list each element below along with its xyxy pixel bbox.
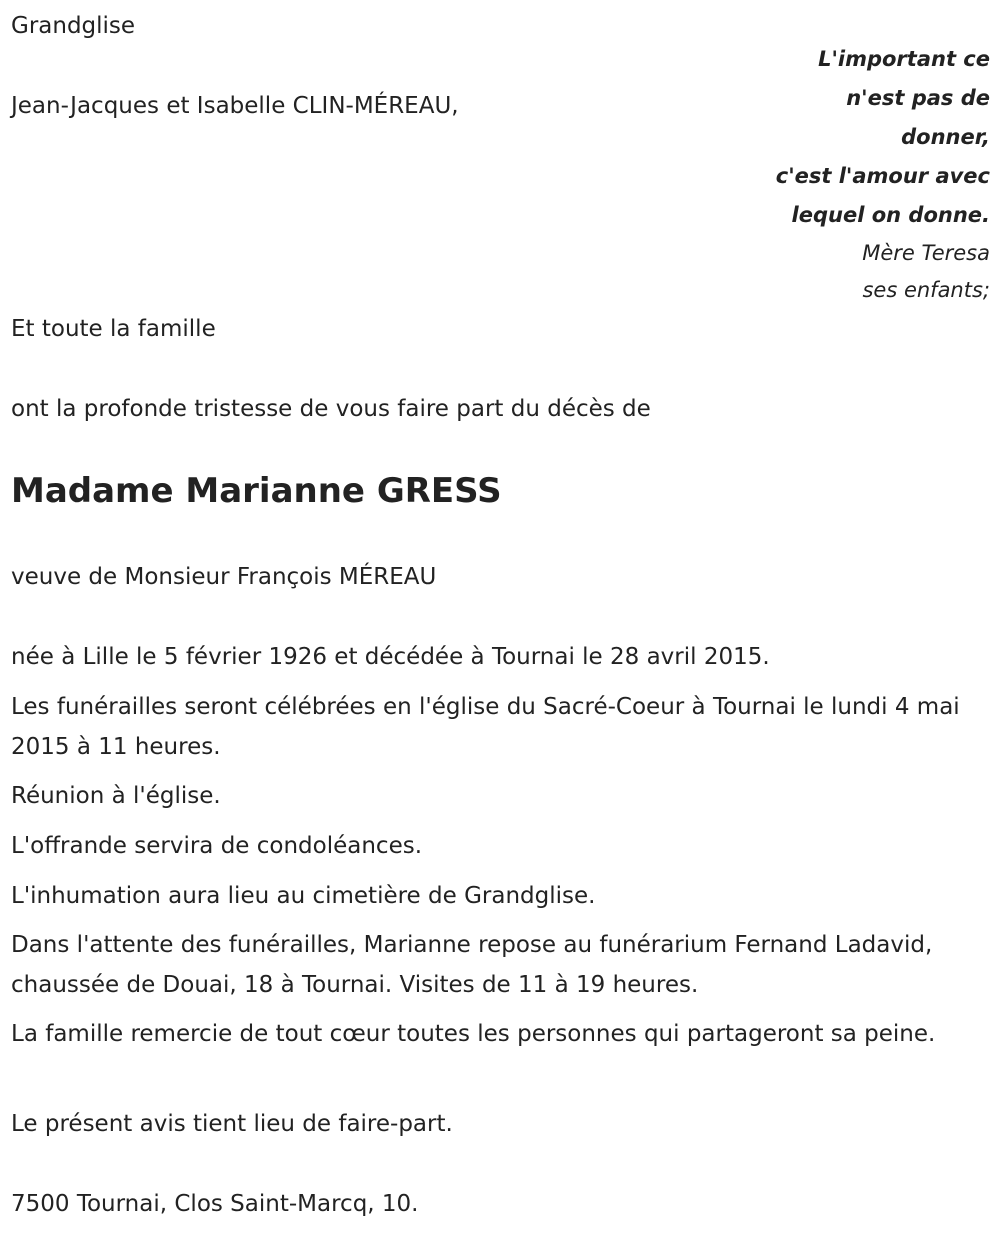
quote-line: lequel on donne. bbox=[791, 203, 990, 227]
family-line: Jean-Jacques et Isabelle CLIN-MÉREAU, bbox=[11, 93, 459, 119]
place-name: Grandglise bbox=[11, 13, 136, 39]
funeral-details: Les funérailles seront célébrées en l'église du Sacré-Coeur à Tournai le lundi 4 mai 2015 à 11 heures. bbox=[11, 694, 960, 760]
quote-line: c'est l'amour avec bbox=[775, 164, 990, 188]
quote-author: Mère Teresa bbox=[862, 241, 990, 265]
deceased-name: Madame Marianne GRESS bbox=[11, 471, 502, 511]
family-address: 7500 Tournai, Clos Saint-Marcq, 10. bbox=[11, 1191, 419, 1217]
announcement: ont la profonde tristesse de vous faire part du décès de bbox=[11, 396, 651, 422]
deceased-relation: veuve de Monsieur François MÉREAU bbox=[11, 564, 437, 590]
offering-line: L'offrande servira de condoléances. bbox=[11, 833, 423, 859]
quote-line: donner, bbox=[901, 125, 990, 149]
burial-line: L'inhumation aura lieu au cimetière de Grandglise. bbox=[11, 883, 596, 909]
family-rest: Et toute la famille bbox=[11, 316, 216, 342]
thanks-line: La famille remercie de tout cœur toutes les personnes qui partageront sa peine. bbox=[11, 1021, 936, 1047]
quote-dedication: ses enfants; bbox=[862, 278, 990, 302]
quote-line: n'est pas de bbox=[846, 86, 990, 110]
funerarium-details: Dans l'attente des funérailles, Marianne repose au funérarium Fernand Ladavid, chaussée de Douai, 18 à Tournai. Visites de 11 à 19 heures. bbox=[11, 932, 933, 998]
birth-death-line: née à Lille le 5 février 1926 et décédée à Tournai le 28 avril 2015. bbox=[11, 644, 770, 670]
notice-line: Le présent avis tient lieu de faire-part. bbox=[11, 1111, 453, 1137]
quote-block bbox=[650, 40, 990, 309]
meeting-line: Réunion à l'église. bbox=[11, 783, 221, 809]
quote-line: L'important ce bbox=[818, 47, 990, 71]
